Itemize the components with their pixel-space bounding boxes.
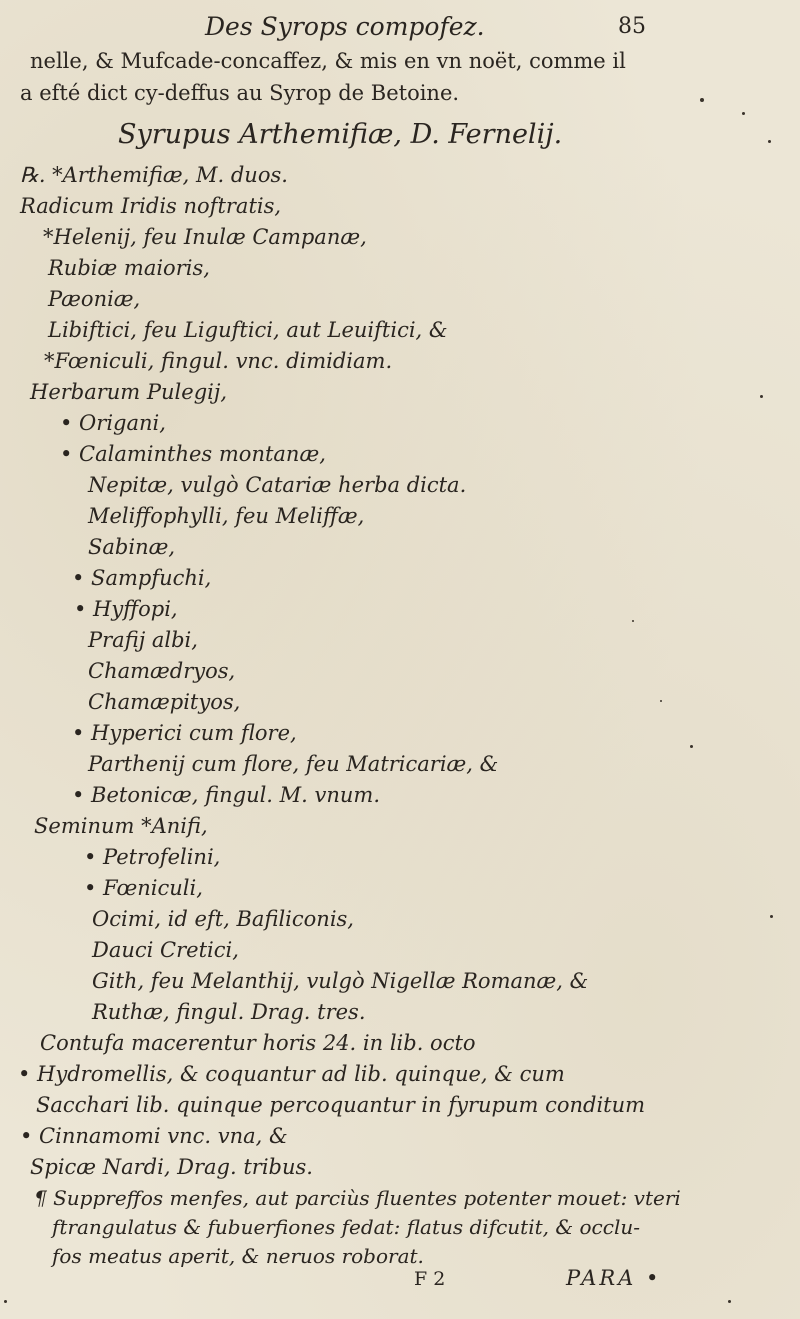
recipe-line: Pæoniæ, [48,287,141,311]
recipe-line: *Fœniculi, fingul. vnc. dimidiam. [44,349,393,373]
recipe-line: ℞. *Arthemifiæ, M. duos. [20,163,288,187]
note-line: ftrangulatus & fubuerfiones fedat: flatus difcutit, & occlu- [52,1215,640,1239]
recipe-line: Spicæ Nardi, Drag. tribus. [30,1155,313,1179]
recipe-line: Parthenij cum flore, feu Matricariæ, & [88,752,499,776]
running-head: Des Syrops compofez. [205,12,485,41]
recipe-line: Dauci Cretici, [92,938,239,962]
text-line-1: nelle, & Mufcade-concaffez, & mis en vn noët, comme il [30,49,626,73]
recipe-line: Rubiæ maioris, [48,256,210,280]
recipe-line: • Hyffopi, [74,597,178,621]
recipe-line: • Sampfuchi, [72,566,212,590]
recipe-line: • Calaminthes montanæ, [60,442,326,466]
signature-mark: F 2 [414,1268,446,1290]
recipe-line: Sacchari lib. quinque percoquantur in fyrupum conditum [36,1093,646,1117]
catchword: PARA • [566,1266,662,1290]
text-line-2: a efté dict cy-deffus au Syrop de Betoine. [20,81,460,105]
note-line: ¶ Suppreffos menfes, aut parciùs fluentes potenter mouet: vteri [34,1186,681,1210]
recipe-line: Libiftici, feu Liguftici, aut Leuiftici, & [48,318,448,342]
page-number: 85 [618,14,646,39]
recipe-line: • Hydromellis, & coquantur ad lib. quinque, & cum [18,1062,565,1086]
recipe-line: Chamæpityos, [88,690,241,714]
recipe-line: Ocimi, id eft, Bafiliconis, [92,907,354,931]
recipe-line: Nepitæ, vulgò Catariæ herba dicta. [88,473,467,497]
recipe-line: Seminum *Anifi, [34,814,208,838]
recipe-line: Herbarum Pulegij, [30,380,228,404]
recipe-title: Syrupus Arthemifiæ, D. Fernelij. [118,119,563,150]
recipe-line: • Cinnamomi vnc. vna, & [20,1124,288,1148]
recipe-line: • Origani, [60,411,166,435]
recipe-line: Sabinæ, [88,535,176,559]
recipe-line: Gith, feu Melanthij, vulgò Nigellæ Romanæ, & [92,969,589,993]
recipe-line: Chamædryos, [88,659,236,683]
recipe-line: Radicum Iridis noftratis, [20,194,282,218]
recipe-line: Ruthæ, fingul. Drag. tres. [92,1000,366,1024]
recipe-line: • Fœniculi, [84,876,203,900]
recipe-line: Contufa macerentur horis 24. in lib. octo [40,1031,476,1055]
recipe-line: • Petrofelini, [84,845,221,869]
recipe-line: Meliffophylli, feu Meliffæ, [88,504,365,528]
recipe-line: • Hyperici cum flore, [72,721,297,745]
recipe-line: Prafij albi, [88,628,198,652]
recipe-line: *Helenij, feu Inulæ Campanæ, [43,225,367,249]
page-header [0,12,800,48]
note-line: fos meatus aperit, & neruos roborat. [52,1244,424,1268]
recipe-line: • Betonicæ, fingul. M. vnum. [72,783,381,807]
